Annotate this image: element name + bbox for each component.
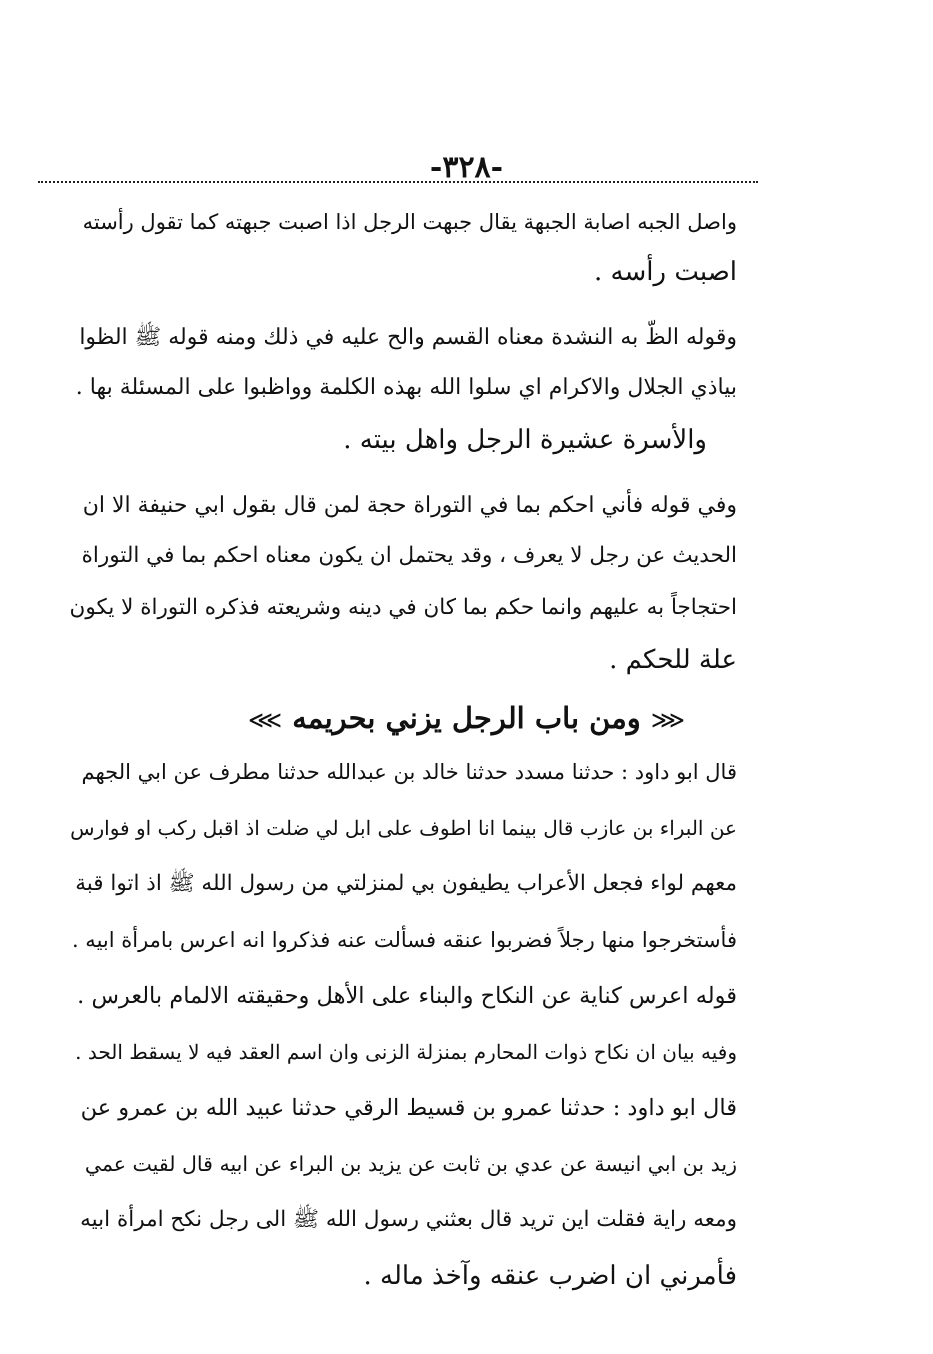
text-line: قال ابو داود : حدثنا عمرو بن قسيط الرقي حدثنا عبيد الله بن عمرو عن	[80, 1095, 737, 1121]
text-line: عن البراء بن عازب قال بينما انا اطوف على ابل لي ضلت اذ اقبل ركب او فوارس	[70, 816, 737, 840]
chapter-title-text: ومن باب الرجل يزني بحريمه	[292, 701, 641, 735]
text-line: قوله اعرس كناية عن النكاح والبناء على الأهل وحقيقته الالمام بالعرس .	[77, 983, 737, 1009]
text-line: اصبت رأسه .	[594, 257, 737, 287]
text-line: والأسرة عشيرة الرجل واهل بيته .	[343, 425, 707, 455]
ornament-icon: ⋙	[248, 706, 283, 734]
text-line: وفيه بيان ان نكاح ذوات المحارم بمنزلة الزنى وان اسم العقد فيه لا يسقط الحد .	[75, 1040, 737, 1064]
text-line: بياذي الجلال والاكرام اي سلوا الله بهذه الكلمة وواظبوا على المسئلة بها .	[75, 375, 737, 400]
text-line: فأمرني ان اضرب عنقه وآخذ ماله .	[363, 1261, 737, 1291]
text-line: فأستخرجوا منها رجلاً فضربوا عنقه فسألت عنه فذكروا انه اعرس بامرأة ابيه .	[71, 928, 737, 952]
text-line: علة للحكم .	[609, 645, 737, 675]
text-line: زيد بن ابي انيسة عن عدي بن ثابت عن يزيد بن البراء عن ابيه قال لقيت عمي	[84, 1152, 737, 1176]
text-line: معهم لواء فجعل الأعراب يطيفون بي لمنزلتي من رسول الله ﷺ اذ اتوا قبة	[75, 871, 737, 896]
header-rule	[38, 181, 758, 183]
ornament-icon: ⋘	[650, 706, 685, 734]
text-line: احتجاجاً به عليهم وانما حكم بما كان في دينه وشريعته فذكره التوراة لا يكون	[69, 595, 737, 620]
text-line: واصل الجبه اصابة الجبهة يقال جبهت الرجل اذا اصبت جبهته كما تقول رأسته	[82, 210, 737, 234]
text-line: قال ابو داود : حدثنا مسدد حدثنا خالد بن عبدالله حدثنا مطرف عن ابي الجهم	[81, 760, 737, 784]
text-line: ومعه راية فقلت اين تريد قال بعثني رسول الله ﷺ الى رجل نكح امرأة ابيه	[80, 1207, 737, 1232]
text-line: الحديث عن رجل لا يعرف ، وقد يحتمل ان يكون معناه احكم بما في التوراة	[81, 543, 737, 568]
text-line: وقوله الظّ به النشدة معناه القسم والح عليه في ذلك ومنه قوله ﷺ الظوا	[79, 325, 737, 350]
chapter-title	[0, 696, 933, 742]
text-line: وفي قوله فأني احكم بما في التوراة حجة لمن قال بقول ابي حنيفة الا ان	[82, 493, 737, 518]
page-number: -۳۲۸-	[429, 150, 504, 185]
